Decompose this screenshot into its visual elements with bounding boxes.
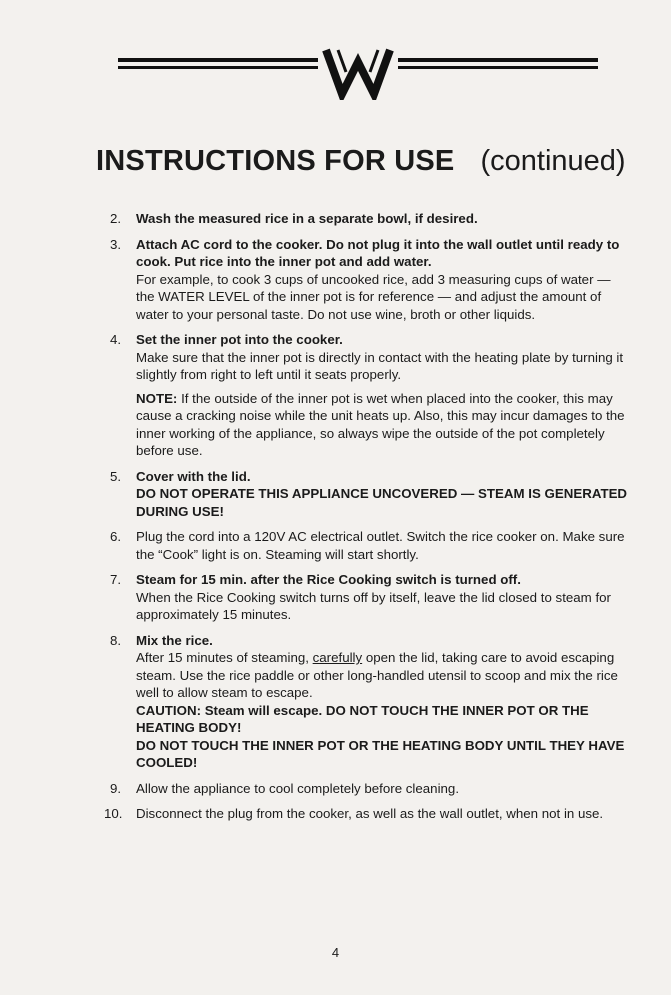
body-text: After 15 minutes of steaming, [136,650,313,665]
step-heading: Steam for 15 min. after the Rice Cooking switch is turned off. [136,572,521,587]
step-9 [110,780,628,798]
step-number: 7. [110,572,122,587]
caution-text: CAUTION: Steam will escape. DO NOT TOUCH THE INNER POT OR THE HEATING BODY! [136,702,589,735]
step-body: Make sure that the inner pot is directly in contact with the heating plate by turning it slightly from right to left until it seats properly. [136,349,624,382]
page-number: 4 [331,945,340,960]
step-body: Allow the appliance to cool completely before cleaning. [136,780,460,796]
step-warning: DO NOT OPERATE THIS APPLIANCE UNCOVERED — STEAM IS GENERATED DURING USE! [136,486,628,519]
caution-text: DO NOT TOUCH THE INNER POT OR THE HEATING BODY UNTIL THEY HAVE COOLED! [136,737,625,770]
step-number: 6. [110,529,122,544]
step-body: Plug the cord into a 120V AC electrical outlet. Switch the rice cooker on. Make sure the “Cook” light is on. Steaming will start shortly. [136,529,625,562]
header-rule-right [398,58,598,62]
step-10 [104,805,628,823]
step-number: 2. [110,211,122,226]
header-bar [118,40,598,100]
note-label: NOTE: [136,390,178,406]
title-suffix: (continued) [480,145,626,177]
instructions-list [104,210,628,831]
step-number: 4. [110,332,122,347]
title-main: INSTRUCTIONS FOR USE [96,145,455,177]
step-number: 9. [110,780,122,796]
step-body: Disconnect the plug from the cooker, as well as the wall outlet, when not in use. [136,806,604,821]
step-note [136,390,628,460]
header-rule-left-thin [118,66,318,69]
step-3 [110,236,628,324]
header-rule-right-thin [398,66,598,69]
step-4 [110,331,628,460]
step-number: 10. [104,806,123,821]
step-number: 5. [110,468,122,484]
step-body [136,649,628,702]
step-6 [110,528,628,563]
step-8 [110,632,628,772]
step-number: 8. [110,632,122,648]
step-heading: Mix the rice. [136,632,213,648]
emphasis-text: carefully [312,650,363,665]
step-heading: Cover with the lid. [136,468,251,484]
body-text: open the lid, taking care to avoid escaping steam. Use the rice paddle or other long-handled utensil to scoop and mix the rice well to allow steam to escape. [136,650,618,700]
step-heading: Set the inner pot into the cooker. [136,332,343,347]
step-heading: Attach AC cord to the cooker. Do not plug it into the wall outlet until ready to cook. Put rice into the inner pot and add water. [136,236,620,269]
step-body: When the Rice Cooking switch turns off by itself, leave the lid closed to steam for approximately 15 minutes. [136,589,611,622]
step-body: For example, to cook 3 cups of uncooked rice, add 3 measuring cups of water — the WATER LEVEL of the inner pot is for reference — and adjust the amount of water to your personal taste. Do not use wine, broth or other liquids. [136,271,611,322]
note-text: If the outside of the inner pot is wet when placed into the cooker, this may cause a cracking noise while the unit heats up. Also, this may incur damages to the inner working of the appliance, so always wipe the outside of the pot completely before use. [136,390,625,458]
page-title [96,144,626,178]
step-heading: Wash the measured rice in a separate bowl, if desired. [136,211,478,226]
brand-logo [322,44,394,100]
step-2 [110,210,628,228]
step-5 [110,468,628,521]
header-rule-left [118,58,318,62]
step-7 [110,571,628,624]
step-number: 3. [110,236,122,252]
